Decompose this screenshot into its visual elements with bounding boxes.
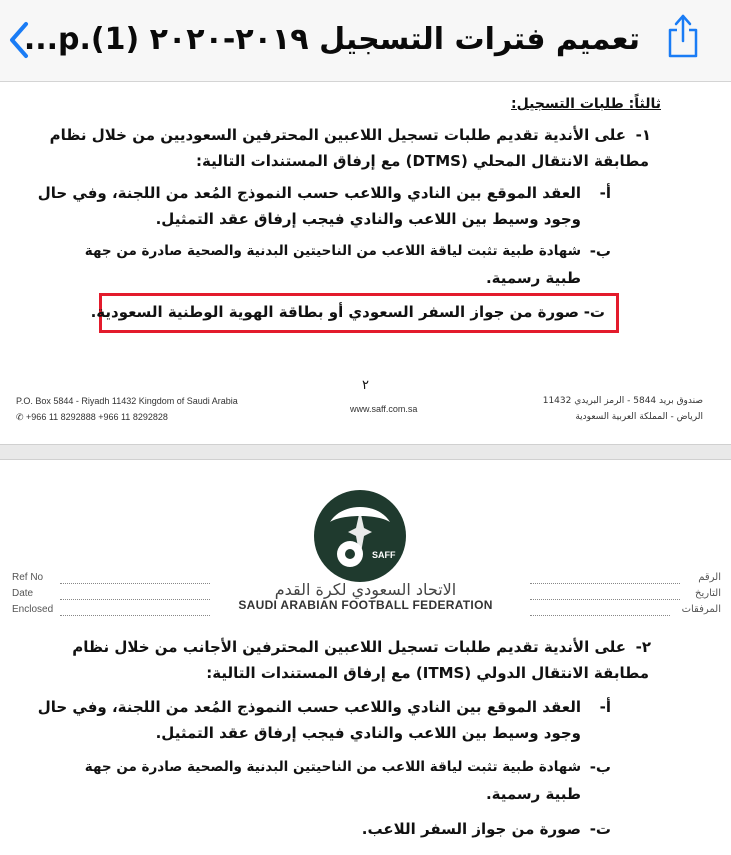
footer-phone-numbers: +966 11 8292888 +966 11 8292828 <box>26 412 168 422</box>
sub-item-mark: ب- <box>589 242 611 260</box>
ref-no-label-ar: الرقم <box>698 572 721 583</box>
enclosed-field-ar <box>530 615 670 616</box>
date-label-ar: التاريخ <box>695 588 721 599</box>
item-line: على الأندية تقديم طلبات تسجيل اللاعبين المحترفين الأجانب من خلال نظام <box>72 638 626 656</box>
saff-logo <box>312 488 408 584</box>
phone-icon: ✆ <box>16 412 27 422</box>
page-number: ٢ <box>362 378 369 393</box>
logo-text: SAFF <box>372 550 396 560</box>
sub-item-line: صورة من جواز السفر السعودي أو بطاقة الهوية الوطنية السعودية. <box>90 303 579 321</box>
sub-item-line: العقد الموقع بين النادي واللاعب حسب النموذج المُعد من اللجنة، وفي حال <box>37 184 581 202</box>
federation-name-ar: الاتحاد السعودي لكرة القدم <box>274 580 457 599</box>
sub-item-mark: أ- <box>599 184 611 202</box>
date-label: Date <box>12 588 34 599</box>
sub-item-line: طبية رسمية. <box>485 269 581 287</box>
footer-phone <box>16 412 168 423</box>
sub-item-mark: ت- <box>589 820 611 838</box>
section-title: ثالثاً: طلبات التسجيل: <box>511 96 661 112</box>
enclosed-label: Enclosed <box>12 604 54 615</box>
item-number: ٢- <box>635 638 651 656</box>
sub-item-line: صورة من جواز السفر اللاعب. <box>361 820 581 838</box>
sub-item-line: العقد الموقع بين النادي واللاعب حسب النموذج المُعد من اللجنة، وفي حال <box>37 698 581 716</box>
ref-no-label: Ref No <box>12 572 44 583</box>
federation-name-en: SAUDI ARABIAN FOOTBALL FEDERATION <box>238 598 493 612</box>
sub-item-line: شهادة طبية تثبت لياقة اللاعب من الناحيتين البدنية والصحية صادرة من جهة <box>84 759 581 775</box>
sub-item-mark: ب- <box>589 758 611 776</box>
pdf-page-1[interactable] <box>0 82 731 444</box>
sub-item-line: وجود وسيط بين اللاعب والنادي فيجب إرفاق عقد التمثيل. <box>155 724 581 742</box>
enclosed-field <box>60 615 210 616</box>
share-icon <box>666 13 700 59</box>
footer-address-en: P.O. Box 5844 - Riyadh 11432 Kingdom of Saudi Arabia <box>16 396 238 406</box>
sub-item-mark: أ- <box>599 698 611 716</box>
pdf-page-2[interactable] <box>0 460 731 855</box>
share-button[interactable] <box>662 8 704 64</box>
item-line: على الأندية تقديم طلبات تسجيل اللاعبين المحترفين السعوديين من خلال نظام <box>49 126 626 144</box>
footer-address-ar: صندوق بريد 5844 - الرمز البريدي 11432 <box>542 396 703 406</box>
item-number: ١- <box>635 126 651 144</box>
sub-item-line: شهادة طبية تثبت لياقة اللاعب من الناحيتين البدنية والصحية صادرة من جهة <box>84 243 581 259</box>
navigation-bar <box>0 0 731 82</box>
item-line: مطابقة الانتقال المحلي (DTMS) مع إرفاق المستندات التالية: <box>196 152 649 170</box>
document-title: تعميم فترات التسجيل ٢٠١٩-٢٠٢٠ (1).p... <box>23 22 640 57</box>
item-line: مطابقة الانتقال الدولي (ITMS) مع إرفاق المستندات التالية: <box>206 664 649 682</box>
sub-item-line: وجود وسيط بين اللاعب والنادي فيجب إرفاق عقد التمثيل. <box>155 210 581 228</box>
page-separator <box>0 444 731 460</box>
enclosed-label-ar: المرفقات <box>681 604 721 615</box>
sub-item-line: طبية رسمية. <box>485 785 581 803</box>
footer-website: www.saff.com.sa <box>350 404 418 414</box>
sub-item-mark: ت- <box>583 303 605 321</box>
footer-city-ar: الرياض - المملكة العربية السعودية <box>575 412 703 422</box>
